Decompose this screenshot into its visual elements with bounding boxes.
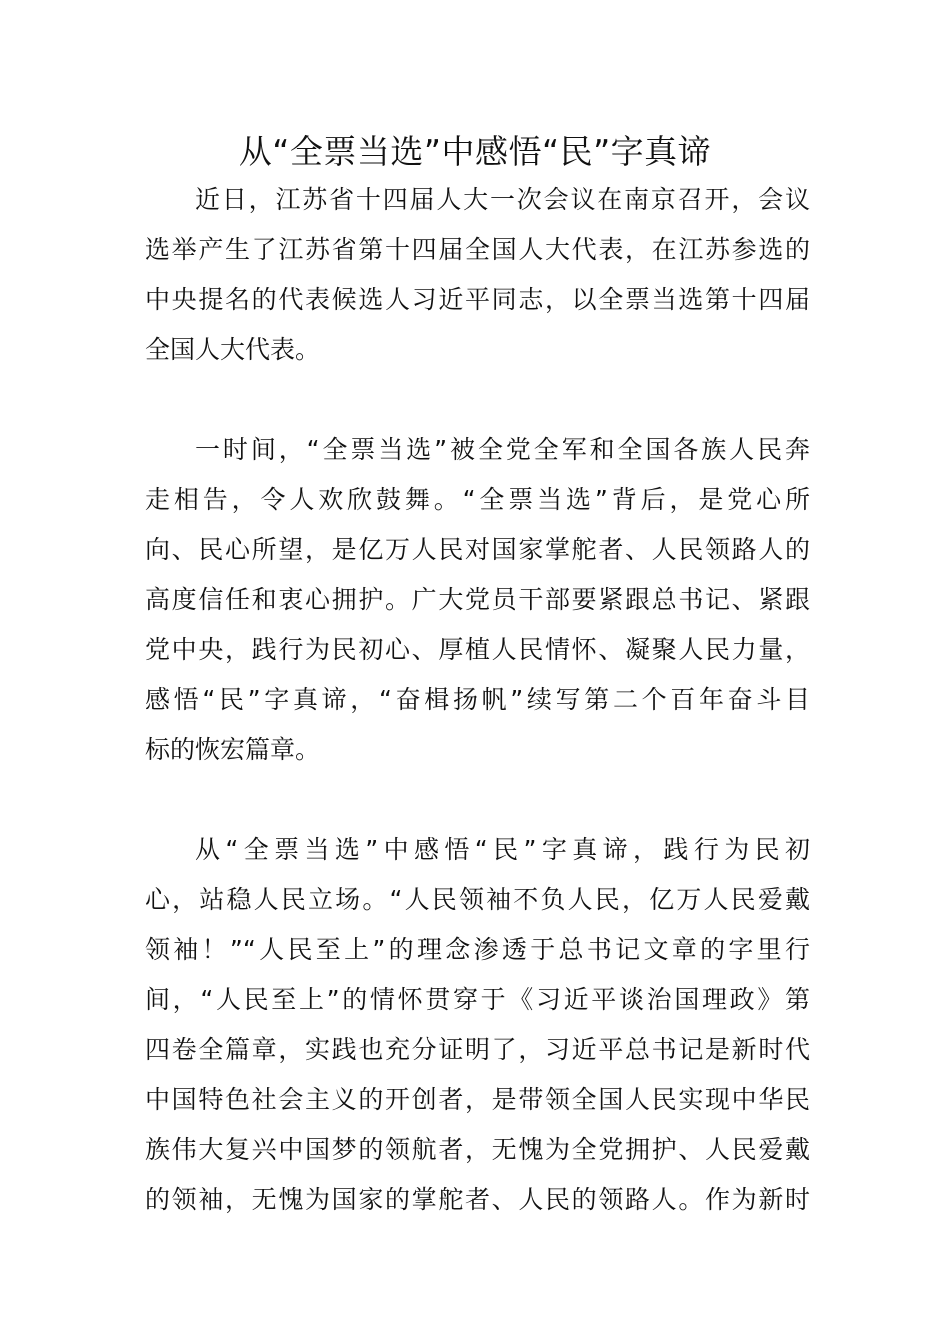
paragraph-line: 向、民心所望，是亿万人民对国家掌舵者、人民领路人的 — [145, 535, 810, 564]
document-title: 从“全票当选”中感悟“民”字真谛 — [238, 132, 712, 171]
paragraph-line: 的领袖，无愧为国家的掌舵者、人民的领路人。作为新时 — [145, 1185, 810, 1214]
paragraph-line: 标的恢宏篇章。 — [145, 735, 321, 764]
paragraph-line: 从“全票当选”中感悟“民”字真谛，践行为民初 — [195, 835, 810, 864]
paragraph-line: 心，站稳人民立场。“人民领袖不负人民，亿万人民爱戴 — [145, 885, 810, 914]
paragraph-line: 全国人大代表。 — [145, 335, 321, 364]
paragraph-line: 选举产生了江苏省第十四届全国人大代表，在江苏参选的 — [145, 235, 810, 264]
paragraph-line: 感悟“民”字真谛，“奋楫扬帆”续写第二个百年奋斗目 — [145, 685, 810, 714]
paragraph-line: 近日，江苏省十四届人大一次会议在南京召开，会议 — [195, 185, 810, 214]
paragraph-line: 族伟大复兴中国梦的领航者，无愧为全党拥护、人民爱戴 — [145, 1135, 810, 1164]
paragraph-line: 中国特色社会主义的开创者，是带领全国人民实现中华民 — [145, 1085, 810, 1114]
paragraph-line: 高度信任和衷心拥护。广大党员干部要紧跟总书记、紧跟 — [145, 585, 810, 614]
paragraph-line: 四卷全篇章，实践也充分证明了，习近平总书记是新时代 — [145, 1035, 810, 1064]
paragraph-line: 间，“人民至上”的情怀贯穿于《习近平谈治国理政》第 — [145, 985, 810, 1014]
paragraph-3 — [145, 825, 810, 1225]
paragraph-line: 党中央，践行为民初心、厚植人民情怀、凝聚人民力量， — [145, 635, 810, 664]
paragraph-line: 领袖！”“人民至上”的理念渗透于总书记文章的字里行 — [145, 935, 810, 964]
paragraph-line: 中央提名的代表候选人习近平同志，以全票当选第十四届 — [145, 285, 810, 314]
paragraph-line: 一时间，“全票当选”被全党全军和全国各族人民奔 — [195, 435, 810, 464]
paragraph-line: 走相告，令人欢欣鼓舞。“全票当选”背后，是党心所 — [145, 485, 810, 514]
paragraph-2 — [145, 425, 810, 775]
paragraph-1 — [145, 175, 810, 375]
